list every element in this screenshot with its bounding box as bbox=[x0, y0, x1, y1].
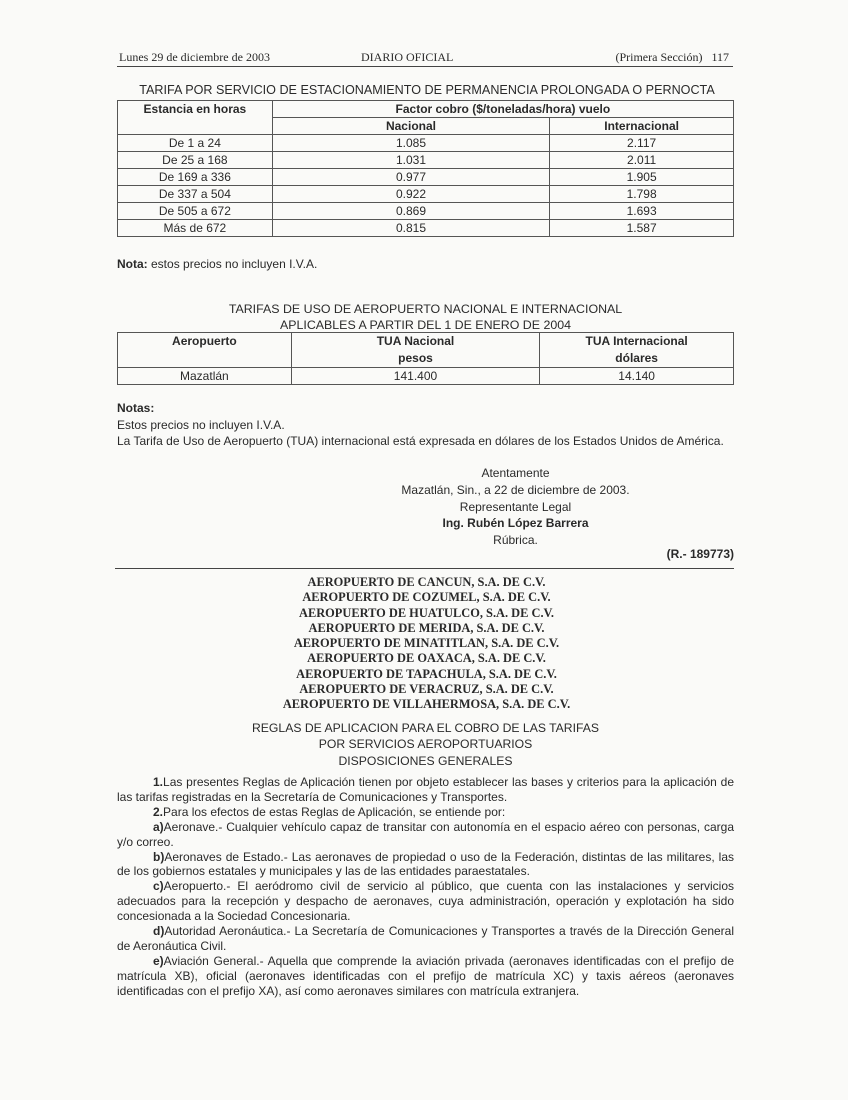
header-page-number: 117 bbox=[711, 50, 729, 64]
signature-block bbox=[117, 465, 734, 549]
company-name: AEROPUERTO DE MERIDA, S.A. DE C.V. bbox=[308, 620, 545, 635]
rule-paragraph bbox=[117, 820, 734, 850]
table1-title: TARIFA POR SERVICIO DE ESTACIONAMIENTO DE PERMANENCIA PROLONGADA O PERNOCTA bbox=[139, 83, 715, 97]
rule-text: Para los efectos de estas Reglas de Aplicación, se entiende por: bbox=[163, 804, 506, 819]
table-row bbox=[118, 135, 734, 152]
rule-label: a) bbox=[153, 819, 164, 834]
tua-nacional-label: TUA Nacional bbox=[376, 334, 455, 348]
company-name: AEROPUERTO DE CANCUN, S.A. DE C.V. bbox=[307, 575, 546, 589]
table1-note bbox=[117, 257, 317, 271]
cell-stay: De 1 a 24 bbox=[118, 135, 273, 152]
table-row bbox=[118, 186, 734, 203]
cell-stay: De 505 a 672 bbox=[118, 203, 273, 220]
cell-internacional: 1.798 bbox=[550, 186, 734, 203]
signature-rubrica: Rúbrica. bbox=[493, 533, 538, 548]
cell-internacional: 1.905 bbox=[550, 169, 734, 186]
signature-role: Representante Legal bbox=[459, 499, 572, 514]
company-name: AEROPUERTO DE HUATULCO, S.A. DE C.V. bbox=[299, 605, 554, 620]
cell-internacional: 1.587 bbox=[550, 220, 734, 237]
col-header-airport: Aeropuerto bbox=[118, 333, 292, 368]
note-label: Nota: bbox=[117, 257, 148, 271]
cell-stay: Más de 672 bbox=[118, 220, 273, 237]
cell-nacional: 0.922 bbox=[272, 186, 549, 203]
header-section bbox=[615, 50, 729, 65]
company-name: AEROPUERTO DE TAPACHULA, S.A. DE C.V. bbox=[296, 666, 557, 681]
tua-internacional-label: TUA Internacional bbox=[585, 334, 688, 348]
cell-nacional: 1.031 bbox=[272, 152, 549, 169]
cell-tua-internacional: 14.140 bbox=[540, 368, 734, 385]
notes-line2: La Tarifa de Uso de Aeropuerto (TUA) internacional está expresada en dólares de los Estados Unidos de América. bbox=[117, 434, 724, 448]
table-row bbox=[118, 203, 734, 220]
company-name: AEROPUERTO DE VILLAHERMOSA, S.A. DE C.V. bbox=[282, 697, 571, 712]
tua-internacional-unit: dólares bbox=[615, 351, 658, 365]
rules-body bbox=[117, 775, 734, 999]
table-row bbox=[118, 220, 734, 237]
cell-stay: De 337 a 504 bbox=[118, 186, 273, 203]
rule-label: e) bbox=[153, 953, 164, 968]
cell-nacional: 0.869 bbox=[272, 203, 549, 220]
section-divider bbox=[115, 568, 734, 569]
cell-internacional: 2.117 bbox=[550, 135, 734, 152]
rule-label: d) bbox=[153, 924, 165, 939]
table-row bbox=[118, 368, 734, 385]
notes-heading: Notas: bbox=[117, 401, 155, 415]
notes-block bbox=[117, 400, 734, 450]
rules-subtitle: DISPOSICIONES GENERALES bbox=[338, 754, 513, 768]
rule-text: Aeronaves de Estado.- Las aeronaves de propiedad o uso de la Federación, distintas de las militares, las de los gobiernos estatales y municipales y las de las entidades paraestatales. bbox=[117, 849, 734, 879]
cell-nacional: 0.977 bbox=[272, 169, 549, 186]
cell-stay: De 25 a 168 bbox=[118, 152, 273, 169]
rules-title bbox=[117, 721, 734, 770]
cell-airport: Mazatlán bbox=[118, 368, 292, 385]
rule-label: b) bbox=[153, 849, 165, 864]
cell-internacional: 2.011 bbox=[550, 152, 734, 169]
rule-text: Aeronave.- Cualquier vehículo capaz de transitar con autonomía en el espacio aéreo con personas, carga y/o correo. bbox=[117, 819, 734, 849]
cell-internacional: 1.693 bbox=[550, 203, 734, 220]
cell-nacional: 1.085 bbox=[272, 135, 549, 152]
rule-text: Aeropuerto.- El aeródromo civil de servicio al público, que cuenta con las instalaciones y servicios adecuados para la recepción y despacho de aeronaves, cuya administración, operación y explotación ha sido concesionada a la Sociedad Concesionaria. bbox=[117, 879, 734, 924]
tua-tariff-table bbox=[117, 332, 734, 385]
table2-title-line2: APLICABLES A PARTIR DEL 1 DE ENERO DE 2004 bbox=[279, 318, 572, 332]
parking-tariff-table bbox=[117, 100, 734, 237]
company-name: AEROPUERTO DE MINATITLAN, S.A. DE C.V. bbox=[293, 636, 560, 651]
rule-paragraph bbox=[117, 775, 734, 805]
company-name: AEROPUERTO DE VERACRUZ, S.A. DE C.V. bbox=[299, 682, 554, 697]
signature-place-date: Mazatlán, Sin., a 22 de diciembre de 2003. bbox=[401, 482, 630, 497]
rule-text: Aviación General.- Aquella que comprende la aviación privada (aeronaves identificadas con el prefijo de matrícula XB), oficial (aeronaves identificadas con el prefijo de matrícula XC) y taxis aéreos (aeronaves identificadas con el prefijo XA), así como aeronaves similares con matrícula extranjera. bbox=[117, 953, 734, 998]
cell-stay: De 169 a 336 bbox=[118, 169, 273, 186]
col-header-nacional: Nacional bbox=[272, 118, 549, 135]
signature-name: Ing. Rubén López Barrera bbox=[442, 516, 589, 531]
rules-title-line2: POR SERVICIOS AEROPORTUARIOS bbox=[318, 736, 533, 751]
rule-paragraph bbox=[117, 924, 734, 954]
rule-label: 1. bbox=[153, 775, 164, 789]
table-row bbox=[118, 169, 734, 186]
rule-label: c) bbox=[153, 879, 164, 894]
company-name: AEROPUERTO DE COZUMEL, S.A. DE C.V. bbox=[302, 590, 551, 605]
reference-number: (R.- 189773) bbox=[666, 547, 734, 561]
tua-nacional-unit: pesos bbox=[398, 351, 433, 365]
rule-label: 2. bbox=[153, 804, 164, 819]
cell-nacional: 0.815 bbox=[272, 220, 549, 237]
signature-closing: Atentamente bbox=[481, 466, 550, 480]
company-list bbox=[117, 575, 734, 713]
notes-line1: Estos precios no incluyen I.V.A. bbox=[117, 417, 285, 432]
rule-paragraph bbox=[117, 805, 734, 820]
rule-paragraph bbox=[117, 879, 734, 924]
col-header-tua-nacional bbox=[291, 333, 540, 368]
note-text: estos precios no incluyen I.V.A. bbox=[147, 257, 318, 271]
company-name: AEROPUERTO DE OAXACA, S.A. DE C.V. bbox=[307, 651, 546, 666]
table2-title bbox=[117, 301, 734, 333]
rule-text: Autoridad Aeronáutica.- La Secretaría de Comunicaciones y Transportes a través de la Dirección General de Aeronáutica Civil. bbox=[117, 924, 734, 953]
header-date: Lunes 29 de diciembre de 2003 bbox=[119, 50, 270, 64]
col-header-factor: Factor cobro ($/toneladas/hora) vuelo bbox=[272, 101, 733, 118]
table2-title-line1: TARIFAS DE USO DE AEROPUERTO NACIONAL E INTERNACIONAL bbox=[228, 302, 623, 316]
rule-paragraph bbox=[117, 850, 734, 880]
rule-text: Las presentes Reglas de Aplicación tienen por objeto establecer las bases y criterios para la aplicación de las tarifas registradas en la Secretaría de Comunicaciones y Transportes. bbox=[117, 775, 734, 804]
col-header-tua-internacional bbox=[540, 333, 734, 368]
table-row bbox=[118, 152, 734, 169]
rule-paragraph bbox=[117, 954, 734, 999]
running-header bbox=[117, 48, 733, 67]
header-section-name: (Primera Sección) bbox=[615, 50, 703, 64]
rules-title-line1: REGLAS DE APLICACION PARA EL COBRO DE LAS TARIFAS bbox=[252, 721, 599, 735]
cell-tua-nacional: 141.400 bbox=[291, 368, 540, 385]
header-publication: DIARIO OFICIAL bbox=[361, 50, 454, 64]
col-header-internacional: Internacional bbox=[550, 118, 734, 135]
col-header-stay: Estancia en horas bbox=[118, 101, 273, 135]
